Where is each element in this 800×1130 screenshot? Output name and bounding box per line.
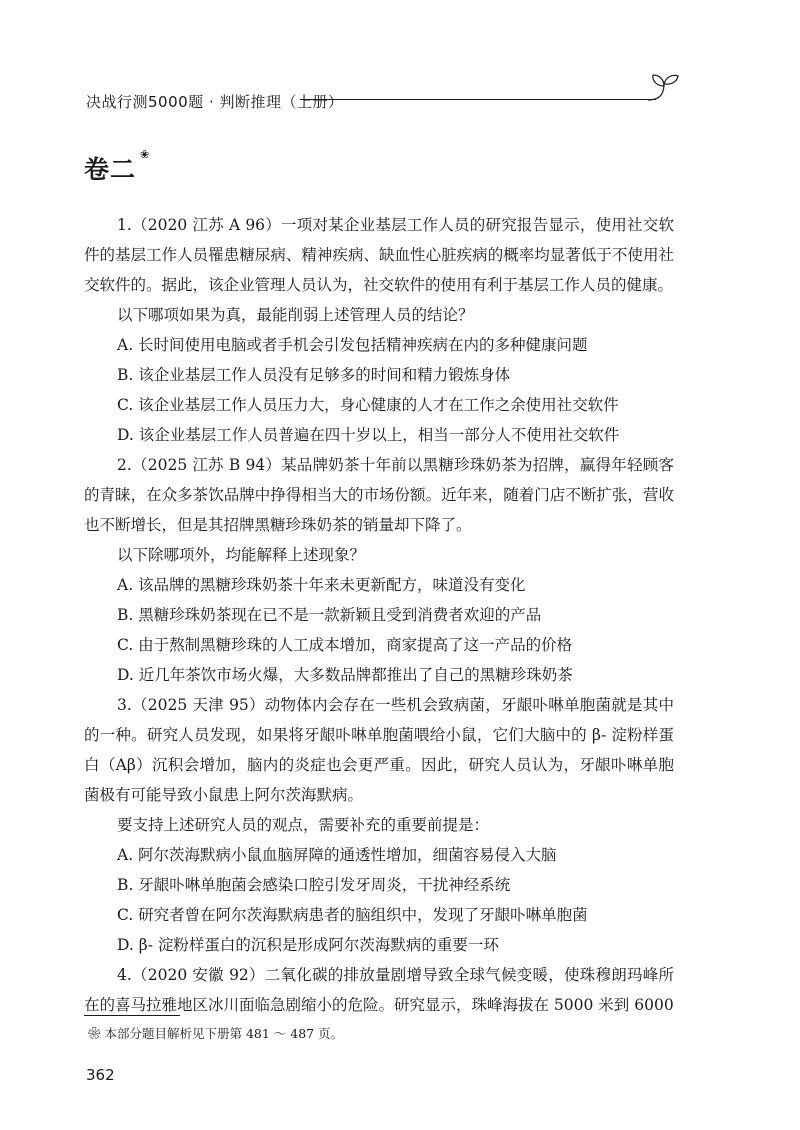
question: [84, 690, 674, 960]
question-stem: 3.（2025 天津 95）动物体内会存在一些机会致病菌，牙龈卟啉单胞菌就是其中的一种。研究人员发现，如果将牙龈卟啉单胞菌喂给小鼠，它们大脑中的 β- 淀粉样蛋白（Aβ）沉积会增加，脑内的炎症也会更严重。因此，研究人员认为，牙龈卟啉单胞菌极有可能导致小鼠患上阿尔茨海默病。: [84, 696, 674, 804]
sprout-icon: [646, 70, 680, 102]
footnote-marker-icon: ❀: [140, 148, 150, 161]
answer-option: B. 黑糖珍珠奶茶现在已不是一款新颖且受到消费者欢迎的产品: [117, 606, 542, 624]
question-prompt: 以下除哪项外，均能解释上述现象？: [117, 546, 366, 564]
footnote: ❀ 本部分题目解析见下册第 481 ～ 487 页。: [88, 1026, 344, 1041]
answer-option: A. 长时间使用电脑或者手机会引发包括精神疾病在内的多种健康问题: [117, 336, 588, 354]
answer-option: C. 该企业基层工作人员压力大，身心健康的人才在工作之余使用社交软件: [117, 396, 619, 414]
question-stem: 2.（2025 江苏 B 94）某品牌奶茶十年前以黑糖珍珠奶茶为招牌，赢得年轻顾客的青睐，在众多茶饮品牌中挣得相当大的市场份额。近年来，随着门店不断扩张，营收也不断增长，但是其招牌黑糖珍珠奶茶的销量却下降了。: [84, 456, 674, 534]
question-prompt: 以下哪项如果为真，最能削弱上述管理人员的结论？: [117, 306, 474, 324]
running-header-title: 决战行测5000题 · 判断推理（上册）: [86, 93, 344, 111]
answer-option: B. 该企业基层工作人员没有足够多的时间和精力锻炼身体: [117, 366, 511, 384]
question-prompt: 要支持上述研究人员的观点，需要补充的重要前提是：: [117, 816, 490, 834]
answer-option: C. 由于熬制黑糖珍珠的人工成本增加，商家提高了这一产品的价格: [117, 636, 573, 654]
footnote-rule: [84, 1015, 180, 1016]
answer-option: B. 牙龈卟啉单胞菌会感染口腔引发牙周炎，干扰神经系统: [117, 876, 511, 894]
running-header: [86, 86, 676, 116]
question: [84, 450, 674, 690]
answer-option: D. 该企业基层工作人员普遍在四十岁以上，相当一部分人不使用社交软件: [117, 426, 620, 444]
question: [84, 960, 674, 1020]
answer-option: D. 近几年茶饮市场火爆，大多数品牌都推出了自己的黑糖珍珠奶茶: [117, 666, 573, 684]
question-list: [84, 210, 674, 1020]
question: [84, 210, 674, 450]
answer-option: A. 阿尔茨海默病小鼠血脑屏障的通透性增加，细菌容易侵入大脑: [117, 846, 557, 864]
answer-option: C. 研究者曾在阿尔茨海默病患者的脑组织中，发现了牙龈卟啉单胞菌: [117, 906, 588, 924]
answer-option: D. β- 淀粉样蛋白的沉积是形成阿尔茨海默病的重要一环: [117, 936, 499, 954]
answer-option: A. 该品牌的黑糖珍珠奶茶十年来未更新配方，味道没有变化: [117, 576, 526, 594]
header-rule: [300, 99, 656, 100]
question-stem: 1.（2020 江苏 A 96）一项对某企业基层工作人员的研究报告显示，使用社交软件的基层工作人员罹患糖尿病、精神疾病、缺血性心脏疾病的概率均显著低于不使用社交软件的。据此，该企业管理人员认为，社交软件的使用有利于基层工作人员的健康。: [84, 216, 674, 294]
section-title: 卷二: [84, 155, 137, 184]
page-number: 362: [86, 1066, 115, 1084]
question-stem: 4.（2020 安徽 92）二氧化碳的排放量剧增导致全球气候变暖，使珠穆朗玛峰所在的喜马拉雅地区冰川面临急剧缩小的危险。研究显示，珠峰海拔在 5000 米到 6000: [84, 966, 674, 1014]
